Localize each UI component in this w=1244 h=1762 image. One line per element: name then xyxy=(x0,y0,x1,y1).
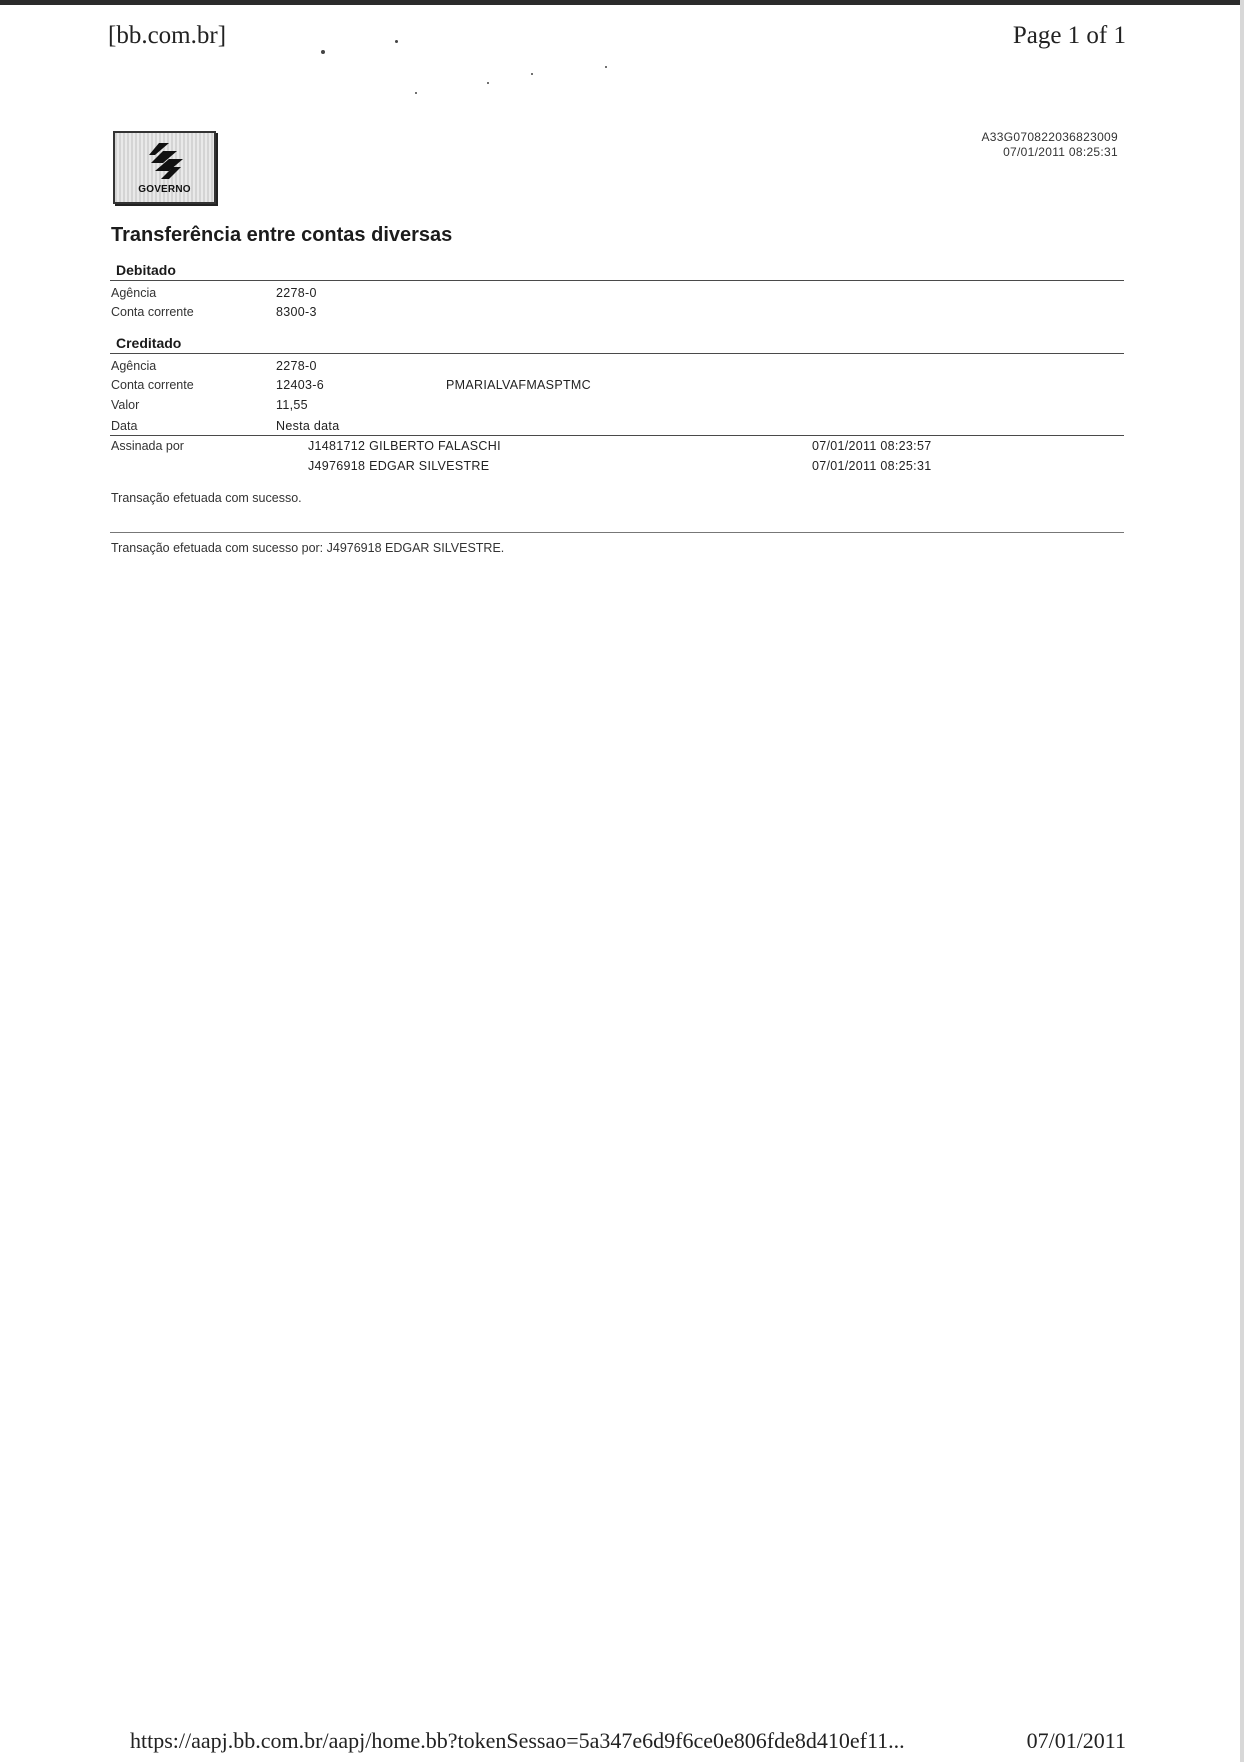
creditado-conta-holder: PMARIALVAFMASPTMC xyxy=(446,378,591,392)
creditado-conta-value: 12403-6 xyxy=(276,378,324,392)
print-footer-date: 07/01/2011 xyxy=(1026,1728,1126,1753)
footer-message: Transação efetuada com sucesso por: J4976918 EDGAR SILVESTRE. xyxy=(111,541,505,555)
print-header-site: [bb.com.br] xyxy=(108,22,227,49)
debitado-agencia-label: Agência xyxy=(111,286,157,300)
section-creditado-heading: Creditado xyxy=(116,335,182,351)
creditado-data-label: Data xyxy=(111,419,138,433)
logo-label: GOVERNO xyxy=(138,184,191,195)
creditado-data-value: Nesta data xyxy=(276,419,340,433)
scan-speck xyxy=(531,73,533,75)
signer-datetime: 07/01/2011 08:23:57 xyxy=(812,439,932,453)
signer-name: J1481712 GILBERTO FALASCHI xyxy=(308,439,501,453)
creditado-valor-label: Valor xyxy=(111,398,140,412)
status-message: Transação efetuada com sucesso. xyxy=(111,491,302,505)
signer-name: J4976918 EDGAR SILVESTRE xyxy=(308,459,490,473)
creditado-agencia-label: Agência xyxy=(111,359,157,373)
section-divider xyxy=(110,353,1124,354)
footer-divider xyxy=(110,532,1124,533)
scan-speck xyxy=(487,82,489,84)
document-reference xyxy=(982,130,1119,160)
debitado-conta-label: Conta corrente xyxy=(111,305,194,319)
scan-speck xyxy=(415,92,417,94)
bank-logo xyxy=(113,131,216,204)
scan-speck xyxy=(395,40,398,43)
scan-edge-right xyxy=(1240,0,1244,1762)
bb-logo-icon xyxy=(147,141,185,181)
creditado-agencia-value: 2278-0 xyxy=(276,359,317,373)
creditado-conta-label: Conta corrente xyxy=(111,378,194,392)
scan-edge-top xyxy=(0,0,1244,5)
print-footer-url: https://aapj.bb.com.br/aapj/home.bb?tokenSessao=5a347e6d9f6ce0e806fde8d410ef11... xyxy=(130,1728,905,1753)
section-divider xyxy=(110,435,1124,436)
document-id: A33G070822036823009 xyxy=(981,130,1118,144)
signatures-label: Assinada por xyxy=(111,439,184,453)
print-header-page: Page 1 of 1 xyxy=(1012,22,1126,49)
signer-datetime: 07/01/2011 08:25:31 xyxy=(812,459,932,473)
section-debitado-heading: Debitado xyxy=(116,262,176,278)
scan-speck xyxy=(321,50,325,54)
debitado-conta-value: 8300-3 xyxy=(276,305,317,319)
scan-speck xyxy=(605,66,607,68)
creditado-valor-value: 11,55 xyxy=(276,398,308,412)
section-divider xyxy=(110,280,1124,281)
debitado-agencia-value: 2278-0 xyxy=(276,286,317,300)
page-title: Transferência entre contas diversas xyxy=(111,224,453,246)
document-datetime: 07/01/2011 08:25:31 xyxy=(1003,145,1118,159)
